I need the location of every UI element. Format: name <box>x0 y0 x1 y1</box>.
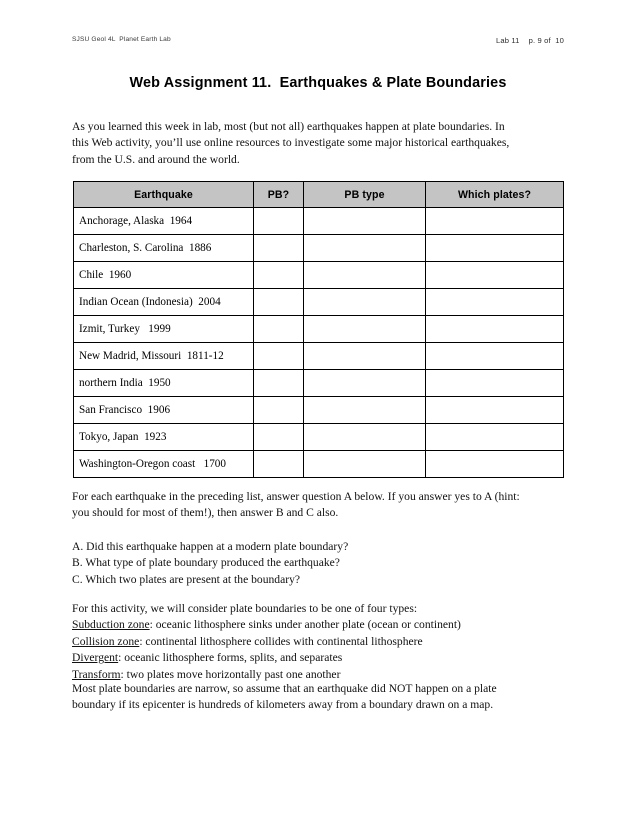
closing-line-2: boundary if its epicenter is hundreds of kilometers away from a boundary drawn on a map. <box>72 698 494 712</box>
cell-pb-type[interactable] <box>304 451 426 478</box>
cell-pb-type[interactable] <box>304 397 426 424</box>
cell-pb[interactable] <box>254 424 304 451</box>
closing-paragraph <box>72 681 564 714</box>
cell-plates[interactable] <box>426 262 564 289</box>
closing-line-1: Most plate boundaries are narrow, so assume that an earthquake did NOT happen on a plate <box>72 682 497 695</box>
table-row <box>74 397 564 424</box>
cell-pb-type[interactable] <box>304 235 426 262</box>
cell-pb-type[interactable] <box>304 289 426 316</box>
cell-pb-type[interactable] <box>304 262 426 289</box>
table-row <box>74 316 564 343</box>
table-row <box>74 289 564 316</box>
question-c: C. Which two plates are present at the boundary? <box>72 572 301 586</box>
boundary-types-lead: For this activity, we will consider plate boundaries to be one of four types: <box>72 602 418 615</box>
column-header-pb: PB? <box>254 182 304 208</box>
boundary-type-item <box>72 634 564 650</box>
boundary-type-item <box>72 617 564 633</box>
boundary-type-desc: : oceanic lithosphere forms, splits, and separates <box>118 651 343 665</box>
cell-pb-type[interactable] <box>304 343 426 370</box>
cell-earthquake: Tokyo, Japan 1923 <box>74 424 254 451</box>
cell-pb-type[interactable] <box>304 424 426 451</box>
page-number-label: Lab 11 p. 9 of 10 <box>495 35 564 45</box>
cell-pb[interactable] <box>254 262 304 289</box>
cell-plates[interactable] <box>426 343 564 370</box>
cell-plates[interactable] <box>426 451 564 478</box>
column-header-which-plates: Which plates? <box>426 182 564 208</box>
table-row <box>74 370 564 397</box>
earthquake-table <box>73 181 564 478</box>
cell-earthquake: Izmit, Turkey 1999 <box>74 316 254 343</box>
intro-line-3: from the U.S. and around the world. <box>72 152 240 166</box>
table-row <box>74 424 564 451</box>
cell-earthquake: Indian Ocean (Indonesia) 2004 <box>74 289 254 316</box>
instructions-paragraph <box>72 489 564 522</box>
cell-pb[interactable] <box>254 343 304 370</box>
cell-earthquake: Anchorage, Alaska 1964 <box>74 208 254 235</box>
cell-pb[interactable] <box>254 289 304 316</box>
table-row <box>74 343 564 370</box>
instructions-line-2: you should for most of them!), then answer B and C also. <box>72 506 339 520</box>
cell-earthquake: northern India 1950 <box>74 370 254 397</box>
cell-pb[interactable] <box>254 208 304 235</box>
cell-plates[interactable] <box>426 289 564 316</box>
table-row <box>74 235 564 262</box>
boundary-type-item <box>72 650 564 666</box>
cell-earthquake: New Madrid, Missouri 1811-12 <box>74 343 254 370</box>
intro-line-2: this Web activity, you’ll use online resources to investigate some major historical earthquakes, <box>72 136 510 150</box>
cell-pb[interactable] <box>254 370 304 397</box>
table-row <box>74 451 564 478</box>
cell-pb[interactable] <box>254 235 304 262</box>
cell-plates[interactable] <box>426 424 564 451</box>
cell-plates[interactable] <box>426 397 564 424</box>
boundary-type-desc: : continental lithosphere collides with continental lithosphere <box>139 634 423 648</box>
question-a: A. Did this earthquake happen at a modern plate boundary? <box>72 540 349 553</box>
intro-paragraph <box>72 119 564 168</box>
course-label: SJSU Geol 4L Planet Earth Lab <box>72 36 171 43</box>
table-row <box>74 262 564 289</box>
cell-pb-type[interactable] <box>304 208 426 235</box>
question-b: B. What type of plate boundary produced the earthquake? <box>72 556 340 570</box>
question-list <box>72 539 564 588</box>
table-header-row <box>74 182 564 208</box>
running-header <box>72 36 564 48</box>
cell-earthquake: Chile 1960 <box>74 262 254 289</box>
cell-plates[interactable] <box>426 208 564 235</box>
boundary-types-section <box>72 601 564 683</box>
boundary-type-term: Divergent <box>72 651 119 665</box>
boundary-type-desc: : two plates move horizontally past one another <box>120 667 341 681</box>
boundary-type-term: Transform <box>72 667 121 681</box>
column-header-pb-type: PB type <box>304 182 426 208</box>
cell-pb[interactable] <box>254 451 304 478</box>
cell-plates[interactable] <box>426 316 564 343</box>
cell-earthquake: Washington-Oregon coast 1700 <box>74 451 254 478</box>
cell-earthquake: San Francisco 1906 <box>74 397 254 424</box>
table-body <box>74 208 564 478</box>
boundary-type-term: Collision zone <box>72 634 140 648</box>
cell-pb[interactable] <box>254 316 304 343</box>
intro-line-1: As you learned this week in lab, most (but not all) earthquakes happen at plate boundaries. In <box>72 120 505 133</box>
table-row <box>74 208 564 235</box>
page-title: Web Assignment 11. Earthquakes & Plate Boundaries <box>129 75 507 91</box>
column-header-earthquake: Earthquake <box>74 182 254 208</box>
cell-pb[interactable] <box>254 397 304 424</box>
cell-pb-type[interactable] <box>304 316 426 343</box>
cell-plates[interactable] <box>426 370 564 397</box>
cell-pb-type[interactable] <box>304 370 426 397</box>
cell-earthquake: Charleston, S. Carolina 1886 <box>74 235 254 262</box>
boundary-type-desc: : oceanic lithosphere sinks under another plate (ocean or continent) <box>149 618 461 632</box>
boundary-type-term: Subduction zone <box>72 618 150 632</box>
instructions-line-1: For each earthquake in the preceding list, answer question A below. If you answer yes to A (hint: <box>72 490 520 503</box>
cell-plates[interactable] <box>426 235 564 262</box>
